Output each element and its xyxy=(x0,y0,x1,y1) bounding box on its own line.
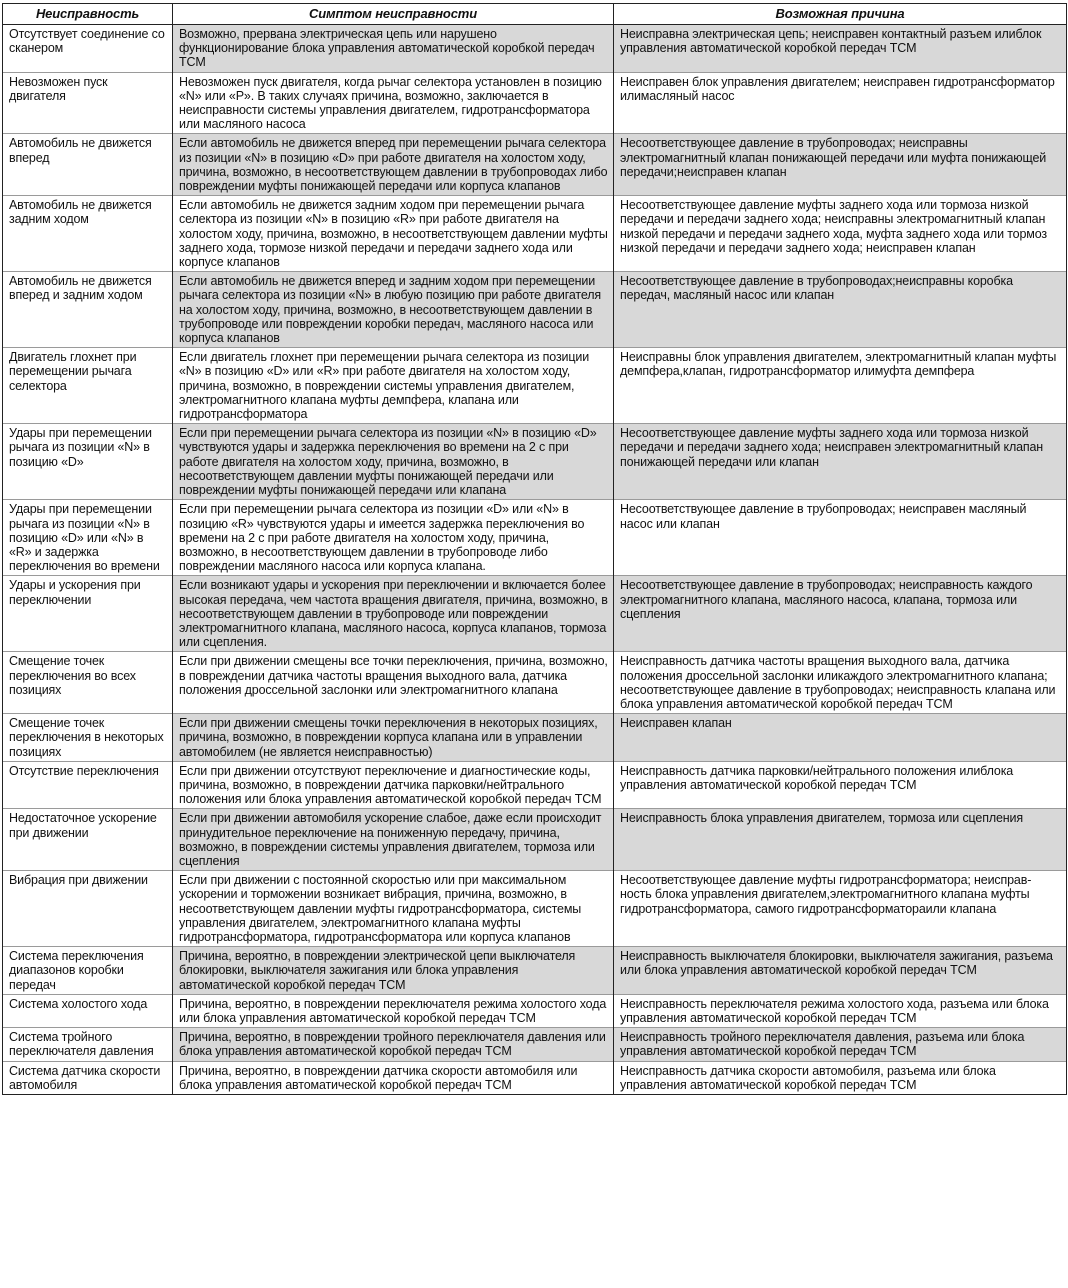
cause-cell: Неисправность переключателя режима холостого хода, разъема или блока управления автоматической коробкой передач TCM xyxy=(614,994,1067,1027)
cause-cell: Несоответствующее давление муфты заднего хода или тормоза низкой передачи и передачи заднего хода; неисправны электромагнитный клапан низкой передачи и передачи заднего хода, муфта заднего хода или тормоз низкой передачи и передачи заднего хода; неисправен клапан xyxy=(614,196,1067,272)
table-row xyxy=(3,25,1067,73)
table-row xyxy=(3,761,1067,809)
fault-cell: Автомобиль не движется задним ходом xyxy=(3,196,173,272)
fault-cell: Удары при перемещении рычага из позиции «N» в позицию «D» xyxy=(3,424,173,500)
cause-cell: Неисправность датчика частоты вращения выходного вала, датчика положения дроссельной заслонки иликаждого электромагнитного клапана; несоответствующее давление в трубопроводах; неисправность клапана или блока управления автоматической коробкой передач TCM xyxy=(614,652,1067,714)
fault-cell: Невозможен пуск двигателя xyxy=(3,72,173,134)
fault-cell: Удары и ускорения при переключении xyxy=(3,576,173,652)
table-row xyxy=(3,134,1067,196)
fault-cell: Система тройного переключателя давления xyxy=(3,1028,173,1061)
cause-cell: Неисправен клапан xyxy=(614,714,1067,762)
cause-cell: Несоответствующее давление муфты заднего хода или тормоза низкой передачи и передачи заднего хода; неисправен электромагнитный клапан понижающей передачи или клапан xyxy=(614,424,1067,500)
table-row xyxy=(3,272,1067,348)
symptom-cell: Если автомобиль не движется вперед при перемещении рычага селектора из позиции «N» в позицию «D» при работе двигателя на холостом ходу, причина, возможно, в несоответствующем давлении в трубопроводах либо повреждении муфты понижающей передачи или корпуса клапанов xyxy=(173,134,614,196)
table-row xyxy=(3,500,1067,576)
symptom-cell: Если при перемещении рычага селектора из позиции «N» в позицию «D» чувствуются удары и задержка переключения во времени на 2 с при работе двигателя на холостом ходу, причина, возможно, в несоответствующем давлении муфты понижающей передачи или повреждении муфты понижающей передачи или клапана xyxy=(173,424,614,500)
fault-cell: Отсутствие переключения xyxy=(3,761,173,809)
cause-cell: Несоответствующее давление в трубопроводах;неисправны коробка передач, масляный насос или клапан xyxy=(614,272,1067,348)
fault-cell: Система переключения диапазонов коробки передач xyxy=(3,947,173,995)
cause-cell: Несоответствующее давление муфты гидротрансформатора; неисправ-ность блока управления двигателем,электромагнитного клапана муфты гидротрансформатора, самого гидротрансформатораили клапана xyxy=(614,871,1067,947)
cause-cell: Неисправность тройного переключателя давления, разъема или блока управления автоматической коробкой передач TCM xyxy=(614,1028,1067,1061)
fault-cell: Система датчика скорости автомобиля xyxy=(3,1061,173,1094)
symptom-cell: Причина, вероятно, в повреждении датчика скорости автомобиля или блока управления автоматической коробкой передач TCM xyxy=(173,1061,614,1094)
cause-cell: Несоответствующее давление в трубопроводах; неисправен масляный насос или клапан xyxy=(614,500,1067,576)
cause-cell: Неисправны блок управления двигателем, электромагнитный клапан муфты демпфера,клапан, гидротрансформатор илимуфта демпфера xyxy=(614,348,1067,424)
table-row xyxy=(3,871,1067,947)
symptom-cell: Возможно, прервана электрическая цепь или нарушено функционирование блока управления автоматической коробкой передач TCM xyxy=(173,25,614,73)
fault-cell: Двигатель глохнет при перемещении рычага селектора xyxy=(3,348,173,424)
fault-cell: Отсутствует соединение со сканером xyxy=(3,25,173,73)
symptom-cell: Если автомобиль не движется вперед и задним ходом при перемещении рычага селектора из позиции «N» в любую позицию при работе двигателя на холостом ходу, причина, возможно, в несоответствующем давлении в трубопроводе или повреждении коробки передач, масляного насоса или корпуса клапанов xyxy=(173,272,614,348)
cause-cell: Неисправен блок управления двигателем; неисправен гидротрансформатор илимасляный насос xyxy=(614,72,1067,134)
fault-cell: Смещение точек переключения в некоторых позициях xyxy=(3,714,173,762)
symptom-cell: Если при движении смещены точки переключения в некоторых позициях, причина, возможно, в повреждении корпуса клапана или в управлении автомобилем (не является неисправностью) xyxy=(173,714,614,762)
fault-cell: Автомобиль не движется вперед xyxy=(3,134,173,196)
table-row xyxy=(3,714,1067,762)
table-row xyxy=(3,947,1067,995)
table-row xyxy=(3,1061,1067,1094)
table-row xyxy=(3,1028,1067,1061)
cause-cell: Неисправность выключателя блокировки, выключателя зажигания, разъема или блока управления автоматической коробкой передач TCM xyxy=(614,947,1067,995)
table-row xyxy=(3,652,1067,714)
header-symptom: Симптом неисправности xyxy=(173,4,614,25)
fault-cell: Недостаточное ускорение при движении xyxy=(3,809,173,871)
fault-cell: Удары при перемещении рычага из позиции «N» в позицию «D» или «N» в «R» и задержка переключения во времени xyxy=(3,500,173,576)
symptom-cell: Если автомобиль не движется задним ходом при перемещении рычага селектора из позиции «N» в позицию «R» при работе двигателя на холостом ходу, причина, возможно, в несоответствующем давлении муфты заднего хода, тормозе низкой передачи и передачи заднего хода или корпусе клапанов xyxy=(173,196,614,272)
symptom-cell: Если при движении смещены все точки переключения, причина, возможно, в повреждении датчика частоты вращения выходного вала, датчика положения дроссельной заслонки или электромагнитного клапана xyxy=(173,652,614,714)
fault-cell: Вибрация при движении xyxy=(3,871,173,947)
cause-cell: Несоответствующее давление в трубопроводах; неисправны электромагнитный клапан понижающей передачи или муфта понижающей передачи;неисправен клапан xyxy=(614,134,1067,196)
table-header-row xyxy=(3,4,1067,25)
table-row xyxy=(3,809,1067,871)
symptom-cell: Невозможен пуск двигателя, когда рычаг селектора установлен в позицию «N» или «P». В таких случаях причина, возможно, заключается в неисправности системы управления двигателем, гидротрансформатора или масляного насоса xyxy=(173,72,614,134)
symptom-cell: Если при перемещении рычага селектора из позиции «D» или «N» в позицию «R» чувствуются удары и имеется задержка переключения во времени на 2 с при работе двигателя на холостом ходу, причина, возможно, в несоответствующем давлении в трубопроводе либо повреждении масляного насоса или корпуса клапана. xyxy=(173,500,614,576)
symptom-cell: Если двигатель глохнет при перемещении рычага селектора из позиции «N» в позицию «D» или «R» при работе двигателя на холостом ходу, причина, возможно, в повреждении системы управления двигателем, электромагнитного клапана муфты демпфера, клапана или гидротрансформатора xyxy=(173,348,614,424)
symptom-cell: Причина, вероятно, в повреждении тройного переключателя давления или блока управления автоматической коробкой передач TCM xyxy=(173,1028,614,1061)
table-row xyxy=(3,994,1067,1027)
table-row xyxy=(3,196,1067,272)
table-row xyxy=(3,424,1067,500)
symptom-cell: Если возникают удары и ускорения при переключении и включается более высокая передача, чем частота вращения двигателя, причина, возможно, в несоответствующем давлении в трубопроводе или повреждении электромагнитного клапана, масляного насоса, корпуса клапанов, тормоза или сцепления. xyxy=(173,576,614,652)
cause-cell: Неисправность датчика скорости автомобиля, разъема или блока управления автоматической коробкой передач TCM xyxy=(614,1061,1067,1094)
table-row xyxy=(3,348,1067,424)
fault-table xyxy=(2,3,1067,1095)
symptom-cell: Если при движении с постоянной скоростью или при максимальном ускорении и торможении возникает вибрация, причина, возможно, в несоответствующем давлении муфты гидротрансформатора, системы управления двигателем, электромагнитного клапана муфты гидротрансформатора, гидротрансформатора или корпуса клапанов xyxy=(173,871,614,947)
cause-cell: Неисправна электрическая цепь; неисправен контактный разъем илиблок управления автоматической коробкой передач TCM xyxy=(614,25,1067,73)
symptom-cell: Если при движении отсутствуют переключение и диагностические коды, причина, возможно, в повреждении датчика парковки/нейтрального положения или блока управления автоматической коробкой передач TCM xyxy=(173,761,614,809)
cause-cell: Неисправность датчика парковки/нейтрального положения илиблока управления автоматической коробкой передач TCM xyxy=(614,761,1067,809)
cause-cell: Несоответствующее давление в трубопроводах; неисправность каждого электромагнитного клапана, масляного насоса, клапана, тормоза или сцепления xyxy=(614,576,1067,652)
table-row xyxy=(3,576,1067,652)
fault-cell: Система холостого хода xyxy=(3,994,173,1027)
header-cause: Возможная причина xyxy=(614,4,1067,25)
table-row xyxy=(3,72,1067,134)
cause-cell: Неисправность блока управления двигателем, тормоза или сцепления xyxy=(614,809,1067,871)
fault-cell: Смещение точек переключения во всех позициях xyxy=(3,652,173,714)
header-fault: Неисправность xyxy=(3,4,173,25)
symptom-cell: Если при движении автомобиля ускорение слабое, даже если происходит принудительное переключение на пониженную передачу, причина, возможно, в повреждении системы управления двигателем, тормоза или сцепления xyxy=(173,809,614,871)
fault-cell: Автомобиль не движется вперед и задним ходом xyxy=(3,272,173,348)
symptom-cell: Причина, вероятно, в повреждении переключателя режима холостого хода или блока управления автоматической коробкой передач TCM xyxy=(173,994,614,1027)
symptom-cell: Причина, вероятно, в повреждении электрической цепи выключателя блокировки, выключателя зажигания или блока управления автоматической коробкой передач TCM xyxy=(173,947,614,995)
